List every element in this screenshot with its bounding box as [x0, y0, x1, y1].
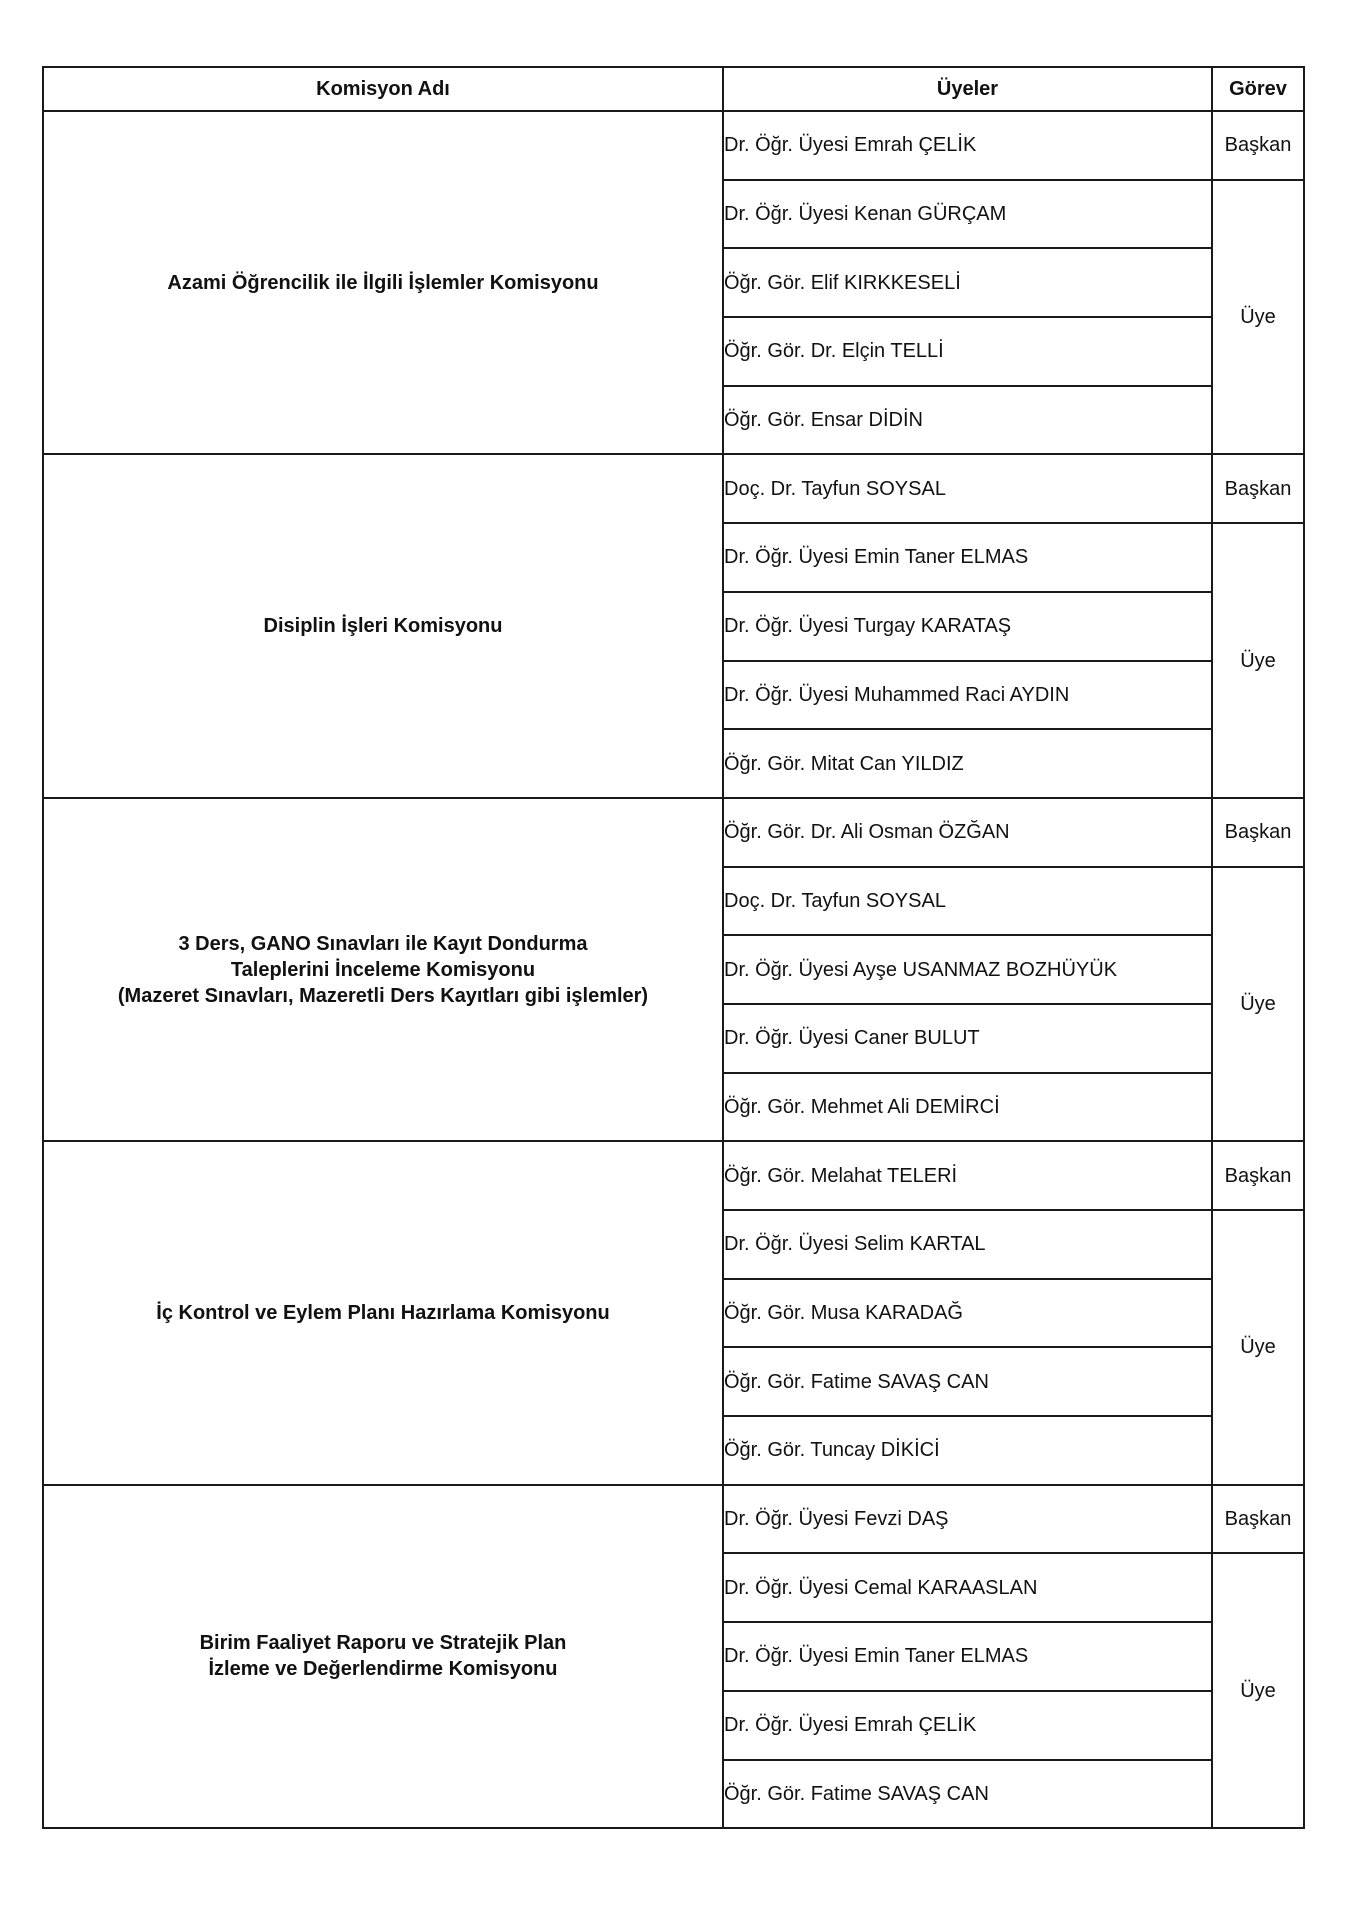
member-name: Öğr. Gör. Mehmet Ali DEMİRCİ — [723, 1073, 1212, 1142]
role-chair: Başkan — [1212, 1485, 1304, 1554]
committee-name-line: Birim Faaliyet Raporu ve Stratejik Plan — [199, 1632, 567, 1655]
member-name: Öğr. Gör. Musa KARADAĞ — [723, 1279, 1212, 1348]
committee-name — [43, 111, 723, 454]
committee-name-line: Azami Öğrencilik ile İlgili İşlemler Komisyonu — [167, 271, 599, 294]
committee-name — [43, 798, 723, 1141]
committee-name — [43, 1485, 723, 1828]
table-row — [43, 111, 1304, 180]
member-name: Öğr. Gör. Melahat TELERİ — [723, 1141, 1212, 1210]
member-name: Dr. Öğr. Üyesi Emrah ÇELİK — [723, 111, 1212, 180]
header-role: Görev — [1212, 67, 1304, 111]
header-row — [43, 67, 1304, 111]
table-body — [43, 111, 1304, 1828]
member-name: Dr. Öğr. Üyesi Emrah ÇELİK — [723, 1691, 1212, 1760]
role-chair: Başkan — [1212, 454, 1304, 523]
table-row — [43, 454, 1304, 523]
committee-name-line: İç Kontrol ve Eylem Planı Hazırlama Komisyonu — [156, 1302, 610, 1325]
committee-name-line: 3 Ders, GANO Sınavları ile Kayıt Dondurma — [178, 932, 588, 955]
member-name: Dr. Öğr. Üyesi Kenan GÜRÇAM — [723, 180, 1212, 249]
member-name: Dr. Öğr. Üyesi Cemal KARAASLAN — [723, 1553, 1212, 1622]
role-member: Üye — [1212, 1553, 1304, 1828]
role-member: Üye — [1212, 523, 1304, 798]
role-member: Üye — [1212, 180, 1304, 455]
member-name: Öğr. Gör. Mitat Can YILDIZ — [723, 729, 1212, 798]
committee-name-line: Disiplin İşleri Komisyonu — [263, 615, 503, 638]
member-name: Doç. Dr. Tayfun SOYSAL — [723, 867, 1212, 936]
header-members: Üyeler — [723, 67, 1212, 111]
committee-name-line: (Mazeret Sınavları, Mazeretli Ders Kayıtları gibi işlemler) — [117, 984, 649, 1007]
member-name: Öğr. Gör. Dr. Elçin TELLİ — [723, 317, 1212, 386]
member-name: Dr. Öğr. Üyesi Selim KARTAL — [723, 1210, 1212, 1279]
member-name: Dr. Öğr. Üyesi Turgay KARATAŞ — [723, 592, 1212, 661]
member-name: Dr. Öğr. Üyesi Emin Taner ELMAS — [723, 523, 1212, 592]
member-name: Dr. Öğr. Üyesi Muhammed Raci AYDIN — [723, 661, 1212, 730]
committee-name-line: İzleme ve Değerlendirme Komisyonu — [208, 1658, 558, 1681]
header-committee-name: Komisyon Adı — [43, 67, 723, 111]
member-name: Öğr. Gör. Ensar DİDİN — [723, 386, 1212, 455]
committee-table — [42, 66, 1305, 1829]
table-row — [43, 1485, 1304, 1554]
role-chair: Başkan — [1212, 1141, 1304, 1210]
member-name: Öğr. Gör. Fatime SAVAŞ CAN — [723, 1347, 1212, 1416]
member-name: Dr. Öğr. Üyesi Fevzi DAŞ — [723, 1485, 1212, 1554]
member-name: Doç. Dr. Tayfun SOYSAL — [723, 454, 1212, 523]
member-name: Dr. Öğr. Üyesi Emin Taner ELMAS — [723, 1622, 1212, 1691]
committee-name — [43, 454, 723, 797]
table-row — [43, 1141, 1304, 1210]
member-name: Öğr. Gör. Dr. Ali Osman ÖZĞAN — [723, 798, 1212, 867]
member-name: Öğr. Gör. Tuncay DİKİCİ — [723, 1416, 1212, 1485]
committee-name-line: Taleplerini İnceleme Komisyonu — [230, 958, 536, 981]
role-chair: Başkan — [1212, 798, 1304, 867]
member-name: Öğr. Gör. Elif KIRKKESELİ — [723, 248, 1212, 317]
role-member: Üye — [1212, 867, 1304, 1142]
member-name: Dr. Öğr. Üyesi Caner BULUT — [723, 1004, 1212, 1073]
committee-name — [43, 1141, 723, 1484]
member-name: Öğr. Gör. Fatime SAVAŞ CAN — [723, 1760, 1212, 1829]
table-row — [43, 798, 1304, 867]
role-member: Üye — [1212, 1210, 1304, 1485]
role-chair: Başkan — [1212, 111, 1304, 180]
member-name: Dr. Öğr. Üyesi Ayşe USANMAZ BOZHÜYÜK — [723, 935, 1212, 1004]
